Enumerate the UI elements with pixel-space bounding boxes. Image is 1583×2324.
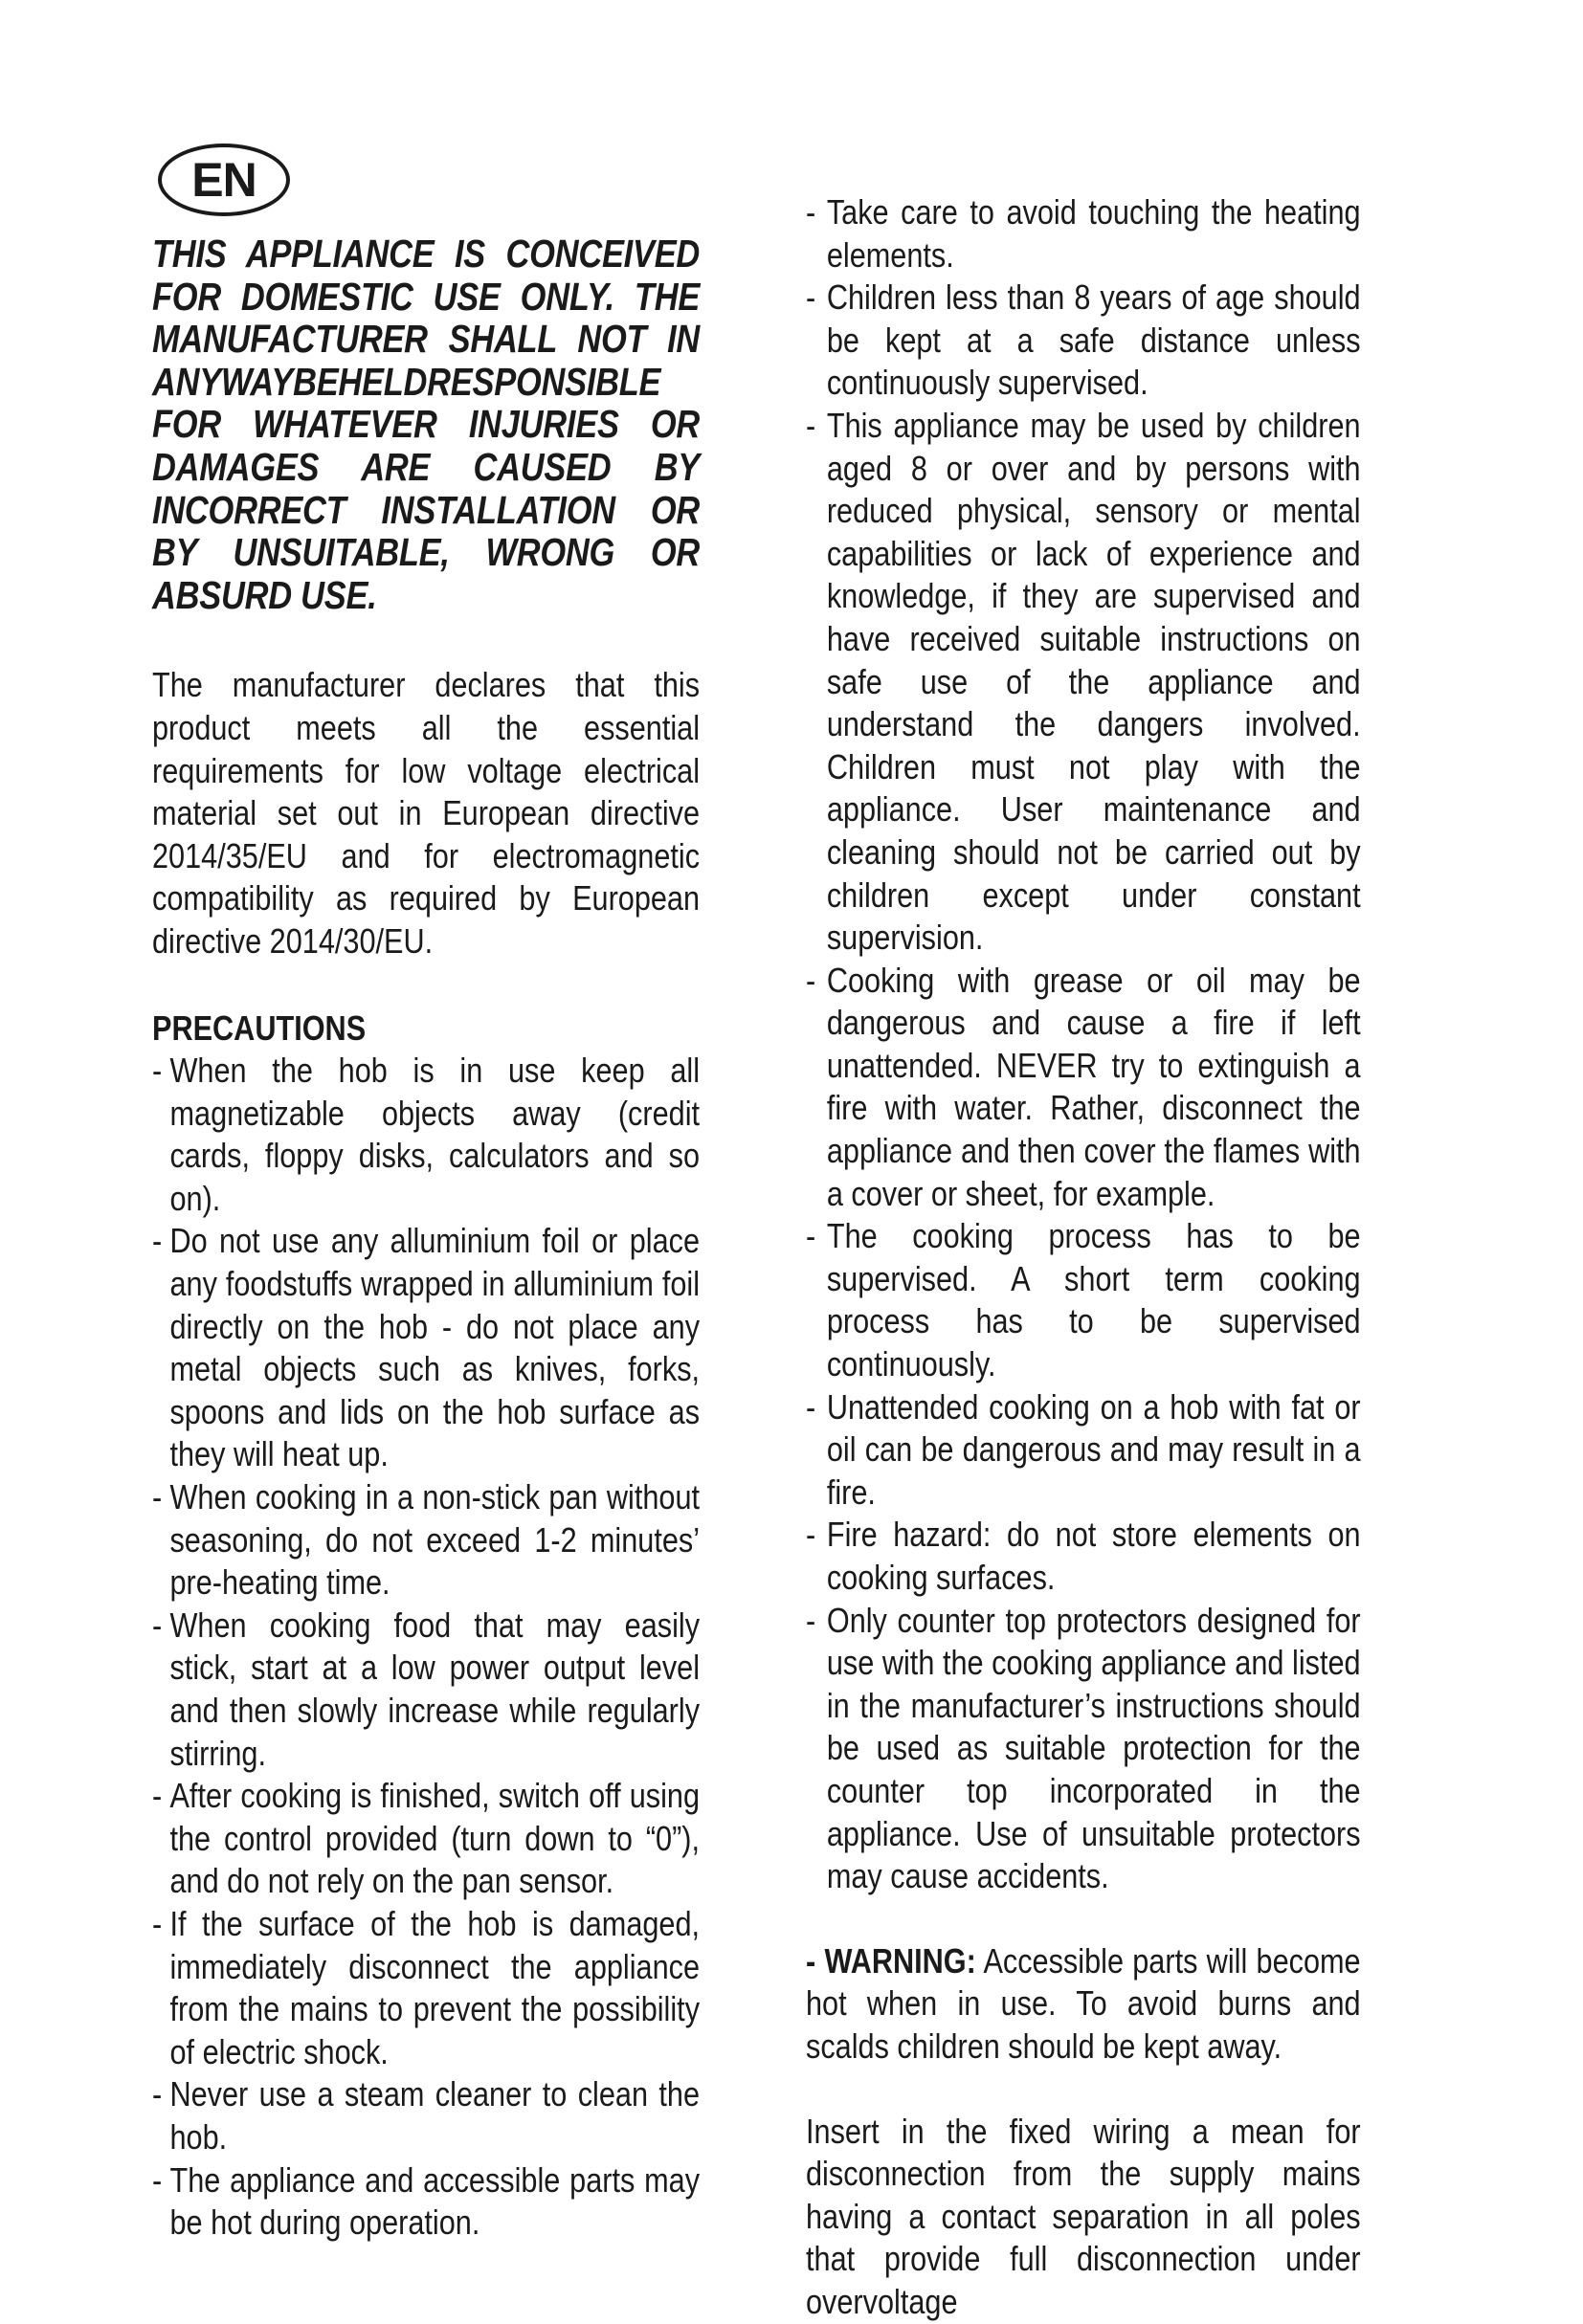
list-item: - When cooking food that may easily stick, start at a low power output level and then slowly increase while regularly stirring. bbox=[152, 1605, 701, 1773]
wiring-note: Insert in the fixed wiring a mean for disconnection from the supply mains having a contact separation in all poles that provide full disconnection under overvoltage bbox=[806, 2111, 1361, 2321]
list-item: - Never use a steam cleaner to clean the hob. bbox=[152, 2074, 701, 2157]
list-item: - If the surface of the hob is damaged, immediately disconnect the appliance from the mains to prevent the possibility of electric shock. bbox=[152, 1903, 701, 2071]
list-item: - When the hob is in use keep all magnetizable objects away (credit cards, floppy disks, calculators and so on). bbox=[152, 1051, 701, 1218]
list-item: - Fire hazard: do not store elements on cooking surfaces. bbox=[806, 1515, 1361, 1597]
language-code: EN bbox=[191, 153, 256, 207]
warning-note: - WARNING: Accessible parts will become hot when in use. To avoid burns and scalds children should be kept away. bbox=[806, 1940, 1361, 2066]
left-column bbox=[152, 232, 700, 2245]
list-item: - The appliance and accessible parts may be hot during operation. bbox=[152, 2159, 701, 2243]
list-item: - Take care to avoid touching the heating elements. bbox=[806, 192, 1361, 275]
list-item: - When cooking in a non-stick pan without seasoning, do not exceed 1-2 minutes’ pre-heating time. bbox=[152, 1477, 701, 1603]
precautions-list-left bbox=[152, 1050, 700, 2245]
list-item: - Only counter top protectors designed for use with the cooking appliance and listed in the manufacturer’s instructions should be used as suitable protection for the counter top incorporated in the appliance. Use of unsuitable protectors may cause accidents. bbox=[806, 1600, 1361, 1896]
precautions-heading: PRECAUTIONS bbox=[152, 1007, 367, 1048]
right-column bbox=[806, 191, 1361, 2324]
list-item: - Cooking with grease or oil may be dangerous and cause a fire if left unattended. NEVER try to extinguish a fire with water. Rather, disconnect the appliance and then cover the flames with a cover or sheet, for example. bbox=[806, 960, 1361, 1213]
list-item: - Children less than 8 years of age should be kept at a safe distance unless continuously supervised. bbox=[806, 277, 1361, 403]
list-item: - Unattended cooking on a hob with fat or oil can be dangerous and may result in a fire. bbox=[806, 1386, 1361, 1512]
list-item: - This appliance may be used by children aged 8 or over and by persons with reduced physical, sensory or mental capabilities or lack of experience and knowledge, if they are supervised and have received suitable instructions on safe use of the appliance and understand the dangers involved. Children must not play with the appliance. User maintenance and cleaning should not be carried out by children except under constant supervision. bbox=[806, 405, 1361, 958]
language-badge bbox=[158, 144, 290, 216]
list-item: - The cooking process has to be supervised. A short term cooking process has to be supervised continuously. bbox=[806, 1216, 1361, 1384]
list-item: - After cooking is finished, switch off using the control provided (turn down to “0”), and do not rely on the pan sensor. bbox=[152, 1776, 701, 1901]
conformity-declaration: The manufacturer declares that this product meets all the essential requirements for low voltage electrical material set out in European directive 2014/35/EU and for electromagnetic compatibility as required by European directive 2014/30/EU. bbox=[152, 665, 701, 961]
list-item: - Do not use any alluminium foil or place any foodstuffs wrapped in alluminium foil directly on the hob - do not place any metal objects such as knives, forks, spoons and lids on the hob surface as they will heat up. bbox=[152, 1221, 701, 1474]
precautions-list-right bbox=[806, 191, 1361, 1898]
warning-label: WARNING: bbox=[824, 1940, 976, 1981]
liability-disclaimer: THIS APPLIANCE IS CONCEIVED FOR DOMESTIC USE ONLY. THE MANUFACTURER SHALL NOT IN ANYWAYBEHELDRESPONSIBLE FOR WHATEVER INJURIES OR DAMAGES ARE CAUSED BY INCORRECT INSTALLATION OR BY UNSUITABLE, WRONG OR ABSURD USE. bbox=[152, 232, 701, 617]
